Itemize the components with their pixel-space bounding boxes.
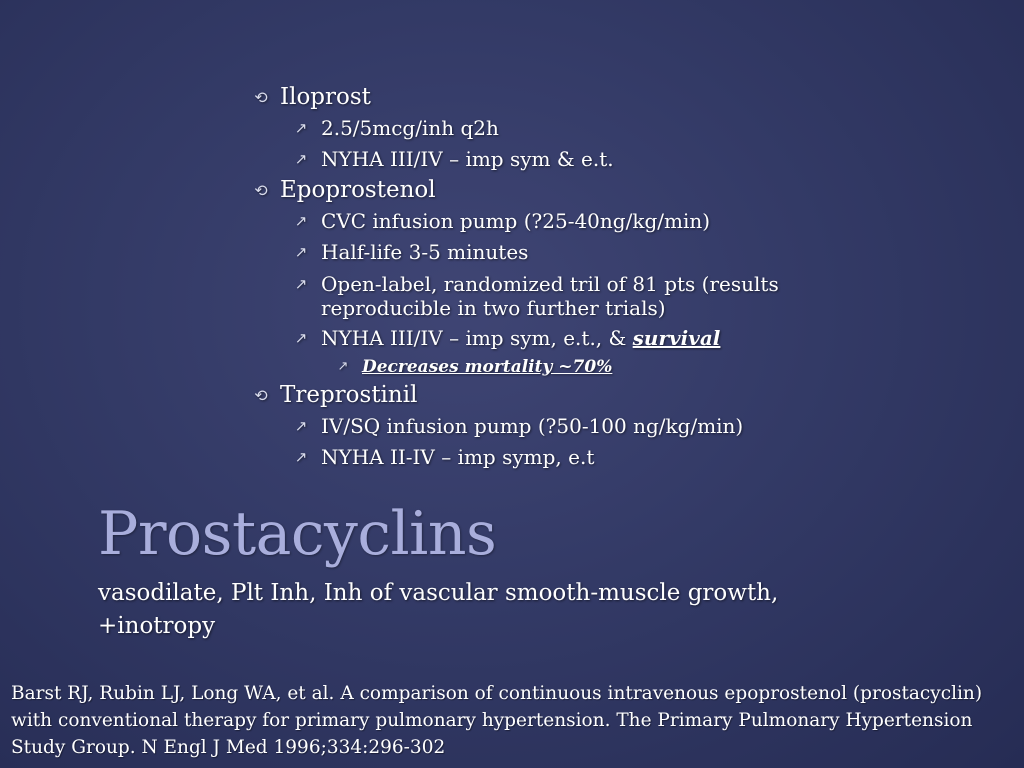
sub-bullet [250, 144, 870, 175]
sub-bullet [250, 323, 870, 354]
bullet-text: Treprostinil [280, 382, 418, 408]
sub-bullet-text: CVC infusion pump (?25-40ng/kg/min) [321, 209, 711, 233]
sub-bullet [250, 206, 870, 237]
bullet-text: Epoprostenol [280, 177, 436, 203]
bullet-epoprostenol [250, 175, 870, 206]
sub-bullet [250, 442, 870, 473]
arrow-bullet-icon: ↗ [294, 119, 308, 137]
sub-bullet-text: NYHA III/IV – imp sym & e.t. [321, 147, 614, 171]
arrow-bullet-icon: ↗ [294, 212, 308, 230]
slide-title: Prostacyclins [98, 499, 497, 569]
arrow-bullet-icon: ↗ [294, 329, 308, 347]
arrow-bullet-icon: ↗ [294, 243, 308, 261]
sub-bullet [250, 237, 870, 268]
arrow-bullet-icon: ↗ [294, 448, 308, 466]
curved-arrow-bullet-icon: ⟲ [254, 386, 268, 405]
survival-emphasis: survival [632, 326, 721, 350]
sub-bullet [250, 113, 870, 144]
slide-subtitle: vasodilate, Plt Inh, Inh of vascular smooth-muscle growth, +inotropy [98, 580, 779, 639]
arrow-bullet-icon: ↗ [294, 150, 308, 168]
mortality-text: Decreases mortality ~70% [362, 357, 613, 377]
arrow-bullet-icon: ↗ [294, 417, 308, 435]
sub-sub-bullet [250, 354, 870, 380]
sub-bullet-text: NYHA III/IV – imp sym, e.t., & [321, 326, 633, 350]
curved-arrow-bullet-icon: ⟲ [254, 181, 268, 200]
sub-bullet-text: Open-label, randomized tril of 81 pts (results reproducible in two further trials) [321, 272, 779, 320]
sub-bullet [250, 268, 870, 323]
reference-citation: Barst RJ, Rubin LJ, Long WA, et al. A comparison of continuous intravenous epoprostenol (prostacyclin) with conventional therapy for primary pulmonary hypertension. The Primary Pulmonary Hypertension Study Group. N Engl J Med 1996;334:296-302 [11, 683, 983, 758]
arrow-bullet-icon: ↗ [294, 275, 308, 293]
bullet-list [250, 82, 870, 473]
small-arrow-bullet-icon: ↗ [337, 359, 349, 374]
bullet-iloprost [250, 82, 870, 113]
sub-bullet-text: NYHA II-IV – imp symp, e.t [321, 445, 595, 469]
sub-bullet-text: IV/SQ infusion pump (?50-100 ng/kg/min) [321, 414, 744, 438]
curved-arrow-bullet-icon: ⟲ [254, 88, 268, 107]
sub-bullet [250, 411, 870, 442]
sub-bullet-text: Half-life 3-5 minutes [321, 240, 529, 264]
bullet-treprostinil [250, 380, 870, 411]
bullet-text: Iloprost [280, 84, 371, 110]
sub-bullet-text: 2.5/5mcg/inh q2h [321, 116, 499, 140]
